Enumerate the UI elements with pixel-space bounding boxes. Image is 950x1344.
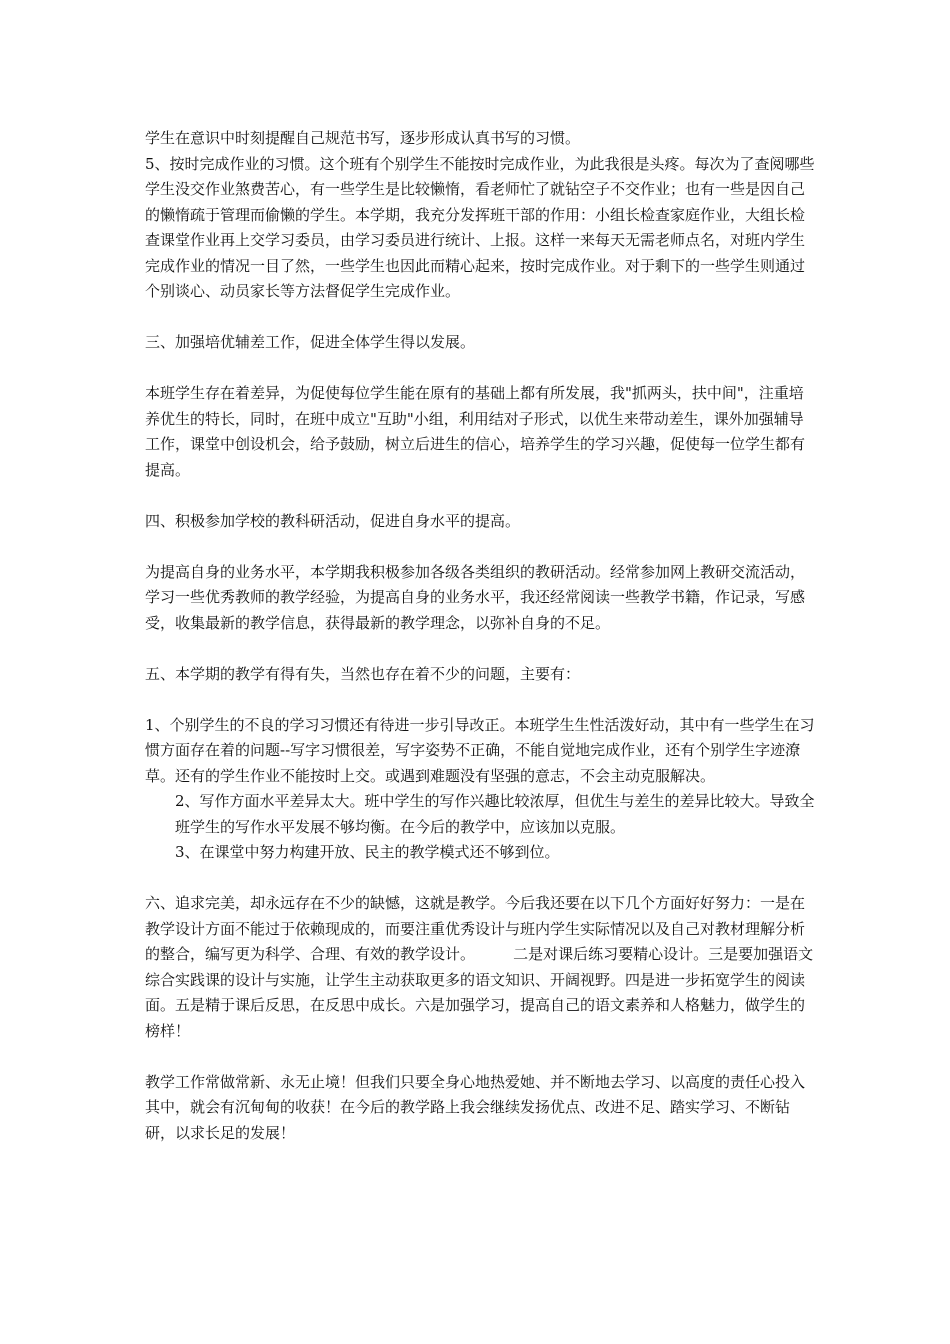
paragraph-spacer [145, 483, 815, 509]
paragraph-spacer [145, 1044, 815, 1070]
paragraph-spacer [145, 687, 815, 713]
problem-item-1: 1、个别学生的不良的学习习惯还有待进一步引导改正。本班学生生性活泼好动，其中有一些学生在习惯方面存在着的问题--写字习惯很差，写字姿势不正确，不能自觉地完成作业，还有个别学生字迹潦草。还有的学生作业不能按时上交。或遇到难题没有坚强的意志，不会主动克服解决。 [145, 715, 815, 785]
document-body [145, 126, 815, 1146]
paragraph-spacer [145, 356, 815, 382]
problem-item-2: 2、写作方面水平差异太大。班中学生的写作兴趣比较浓厚，但优生与差生的差异比较大。导致全班学生的写作水平发展不够均衡。在今后的教学中，应该加以克服。 [175, 792, 815, 836]
paragraph-tutoring: 本班学生存在着差异，为促使每位学生能在原有的基础上都有所发展，我"抓两头，扶中间"，注重培养优生的特长，同时，在班中成立"互助"小组，利用结对子形式，以优生来带动差生，课外加强辅导工作，课堂中创设机会，给予鼓励，树立后进生的信心，培养学生的学习兴趣，促使每一位学生都有提高。 [145, 384, 806, 479]
paragraph-conclusion: 教学工作常做常新、永无止境！但我们只要全身心地热爱她、并不断地去学习、以高度的责任心投入其中，就会有沉甸甸的收获！在今后的教学路上我会继续发扬优点、改进不足、踏实学习、不断钻研，以求长足的发展！ [145, 1072, 806, 1142]
paragraph-spacer [145, 636, 815, 662]
paragraph-homework-habit: 5、按时完成作业的习惯。这个班有个别学生不能按时完成作业，为此我很是头疼。每次为了查阅哪些学生没交作业煞费苦心，有一些学生是比较懒惰，看老师忙了就钻空子不交作业；也有一些是因自己的懒惰疏于管理而偷懒的学生。本学期，我充分发挥班干部的作用：小组长检查家庭作业，大组长检查课堂作业再上交学习委员，由学习委员进行统计、上报。这样一来每天无需老师点名，对班内学生完成作业的情况一目了然，一些学生也因此而精心起来，按时完成作业。对于剩下的一些学生则通过个别谈心、动员家长等方法督促学生完成作业。 [145, 154, 815, 300]
paragraph-spacer [145, 534, 815, 560]
section-heading-5: 五、本学期的教学有得有失，当然也存在着不少的问题，主要有： [145, 664, 581, 683]
paragraph-spacer [145, 305, 815, 331]
problem-item-3: 3、在课堂中努力构建开放、民主的教学模式还不够到位。 [175, 843, 560, 861]
paragraph-writing-habit-end: 学生在意识中时刻提醒自己规范书写，逐步形成认真书写的习惯。 [145, 129, 581, 147]
section-heading-4: 四、积极参加学校的教科研活动，促进自身水平的提高。 [145, 511, 521, 530]
paragraph-spacer [145, 866, 815, 892]
paragraph-research: 为提高自身的业务水平，本学期我积极参加各级各类组织的教研活动。经常参加网上教研交流活动，学习一些优秀教师的教学经验，为提高自身的业务水平，我还经常阅读一些教学书籍，作记录，写感受，收集最新的教学信息，获得最新的教学理念，以弥补自身的不足。 [145, 562, 806, 632]
section-heading-3: 三、加强培优辅差工作，促进全体学生得以发展。 [145, 333, 476, 351]
section-heading-6: 六、追求完美，却永远存在不少的缺憾，这就是教学。今后我还要在以下几个方面好好努力：一是在教学设计方面不能过于依赖现成的，而要注重优秀设计与班内学生实际情况以及自己对教材理解分析的整合，编写更为科学、合理、有效的教学设计。 二是对课后练习要精心设计。三是要加强语文综合实践课的设计与实施，让学生主动获取更多的语文知识、开阔视野。四是进一步拓宽学生的阅读面。五是精于课后反思，在反思中成长。六是加强学习，提高自己的语文素养和人格魅力，做学生的榜样！ [145, 894, 814, 1040]
